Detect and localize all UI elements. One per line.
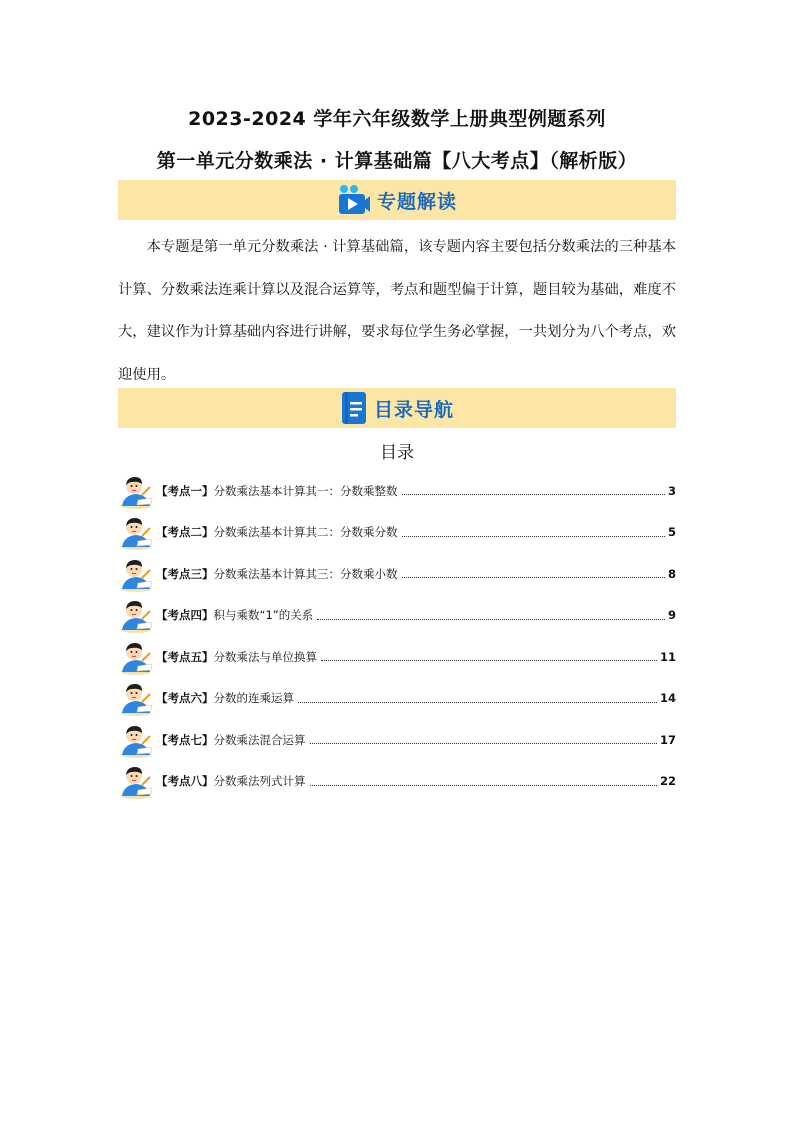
toc-item-page: 9 (667, 608, 676, 623)
document-title: 2023-2024 学年六年级数学上册典型例题系列 (188, 108, 606, 130)
toc-list (118, 470, 676, 802)
toc-leader (310, 743, 657, 744)
toc-item-page: 22 (659, 774, 676, 789)
toc-leader (402, 494, 665, 495)
video-play-icon (337, 184, 371, 216)
toc-leader (402, 577, 665, 578)
toc-leader (298, 702, 657, 703)
toc-item-page: 5 (667, 525, 676, 540)
toc-item-label: 分数乘法与单位换算 (213, 649, 317, 664)
toc-leader (310, 785, 657, 786)
book-icon (340, 391, 368, 425)
toc-item-page: 17 (659, 732, 676, 747)
toc-item-tag: 【考点六】 (156, 691, 214, 706)
toc-item-label: 积与乘数“1”的关系 (213, 608, 314, 623)
section-banner-intro (118, 180, 676, 220)
student-writing-icon (118, 639, 154, 675)
student-writing-icon (118, 514, 154, 550)
toc-item-tag: 【考点四】 (156, 608, 214, 623)
toc-item-label: 分数乘法混合运算 (213, 732, 306, 747)
toc-item-label: 分数乘法基本计算其三：分数乘小数 (213, 566, 398, 581)
student-writing-icon (118, 597, 154, 633)
toc-item-tag: 【考点三】 (156, 566, 214, 581)
section-title-toc: 目录导航 (373, 398, 454, 421)
toc-item[interactable] (118, 636, 676, 678)
toc-item-page: 14 (659, 691, 676, 706)
toc-item-page: 11 (659, 649, 676, 664)
section-banner-toc (118, 388, 676, 428)
intro-paragraph: 本专题是第一单元分数乘法 · 计算基础篇，该专题内容主要包括分数乘法的三种基本计算、分数乘法连乘计算以及混合运算等，考点和题型偏于计算，题目较为基础，难度不大，建议作为计算基础内容进行讲解，要求每位学生务必掌握，一共划分为八个考点，欢迎使用。 (118, 239, 676, 383)
toc-item[interactable] (118, 470, 676, 512)
student-writing-icon (118, 473, 154, 509)
student-writing-icon (118, 722, 154, 758)
student-writing-icon (118, 556, 154, 592)
toc-item[interactable] (118, 595, 676, 637)
toc-item[interactable] (118, 761, 676, 803)
student-writing-icon (118, 680, 154, 716)
toc-item[interactable] (118, 553, 676, 595)
toc-item-tag: 【考点七】 (156, 732, 214, 747)
toc-item-label: 分数的连乘运算 (213, 691, 294, 706)
toc-item-page: 3 (667, 483, 676, 498)
toc-item[interactable] (118, 678, 676, 720)
toc-heading: 目录 (380, 443, 414, 463)
toc-item-tag: 【考点一】 (156, 483, 214, 498)
toc-item-label: 分数乘法基本计算其二：分数乘分数 (213, 525, 398, 540)
section-title-intro: 专题解读 (376, 190, 457, 213)
toc-item-tag: 【考点八】 (156, 774, 214, 789)
toc-leader (402, 536, 665, 537)
toc-item-tag: 【考点二】 (156, 525, 214, 540)
toc-leader (321, 660, 657, 661)
toc-item[interactable] (118, 719, 676, 761)
toc-item-tag: 【考点五】 (156, 649, 214, 664)
student-writing-icon (118, 763, 154, 799)
toc-item-label: 分数乘法基本计算其一：分数乘整数 (213, 483, 398, 498)
toc-item-label: 分数乘法列式计算 (213, 774, 306, 789)
document-subtitle: 第一单元分数乘法 · 计算基础篇【八大考点】（解析版） (156, 150, 638, 172)
toc-leader (317, 619, 665, 620)
toc-item-page: 8 (667, 566, 676, 581)
toc-item[interactable] (118, 512, 676, 554)
